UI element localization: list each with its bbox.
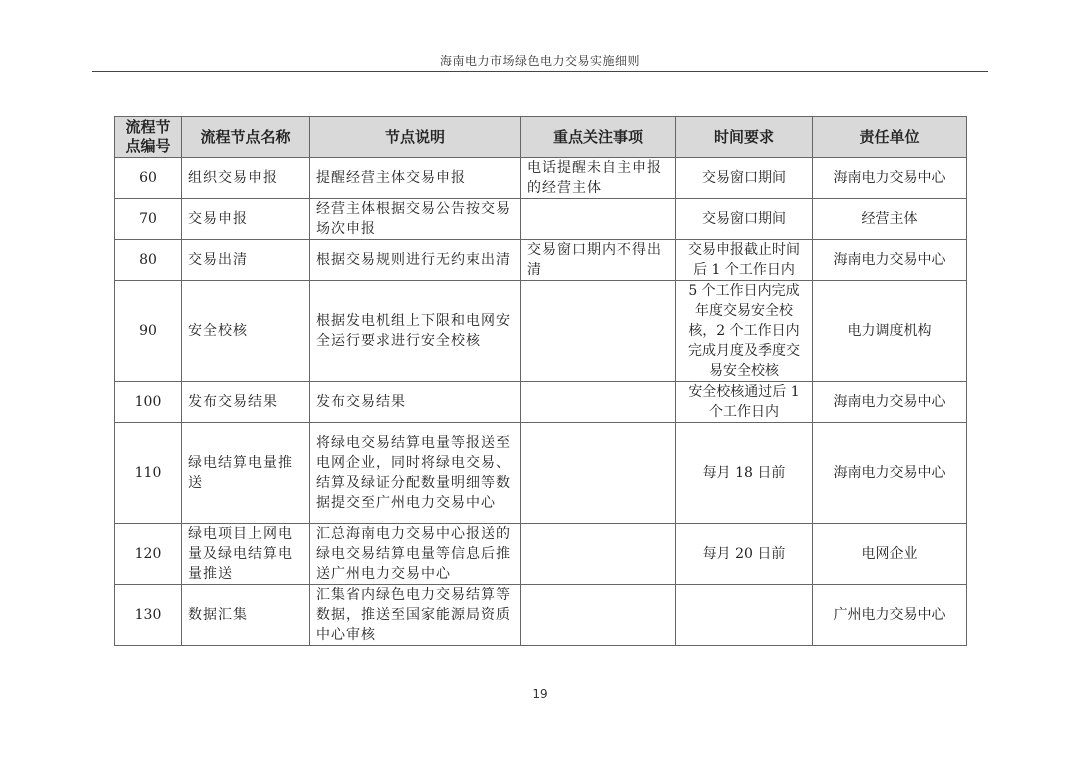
cell-time: 安全校核通过后 1 个工作日内 — [676, 382, 813, 423]
col-header-focus: 重点关注事项 — [521, 117, 676, 158]
cell-node-desc: 提醒经营主体交易申报 — [310, 158, 521, 199]
cell-focus — [521, 382, 676, 423]
cell-time — [676, 585, 813, 646]
cell-node-id: 130 — [115, 585, 182, 646]
cell-unit: 海南电力交易中心 — [813, 423, 967, 524]
cell-node-name: 组织交易申报 — [182, 158, 310, 199]
cell-node-name: 安全校核 — [182, 281, 310, 382]
cell-node-id: 110 — [115, 423, 182, 524]
cell-node-desc: 发布交易结果 — [310, 382, 521, 423]
cell-focus — [521, 423, 676, 524]
cell-unit: 广州电力交易中心 — [813, 585, 967, 646]
cell-time: 每月 20 日前 — [676, 524, 813, 585]
page-number: 19 — [532, 687, 548, 701]
cell-unit: 电力调度机构 — [813, 281, 967, 382]
col-header-node-name: 流程节点名称 — [182, 117, 310, 158]
cell-time: 5 个工作日内完成年度交易安全校核，2 个工作日内完成月度及季度交易安全校核 — [676, 281, 813, 382]
cell-focus — [521, 281, 676, 382]
cell-node-name: 绿电项目上网电量及绿电结算电量推送 — [182, 524, 310, 585]
cell-node-desc: 将绿电交易结算电量等报送至电网企业，同时将绿电交易、结算及绿证分配数量明细等数据提交至广州电力交易中心 — [310, 423, 521, 524]
cell-focus — [521, 585, 676, 646]
cell-focus: 交易窗口期内不得出清 — [521, 240, 676, 281]
col-header-node-desc: 节点说明 — [310, 117, 521, 158]
cell-time: 交易申报截止时间后 1 个工作日内 — [676, 240, 813, 281]
cell-node-id: 120 — [115, 524, 182, 585]
table-row — [115, 158, 967, 199]
table-row — [115, 199, 967, 240]
table-row — [115, 382, 967, 423]
table-row — [115, 585, 967, 646]
cell-node-desc: 经营主体根据交易公告按交易场次申报 — [310, 199, 521, 240]
cell-unit: 经营主体 — [813, 199, 967, 240]
cell-node-name: 数据汇集 — [182, 585, 310, 646]
cell-node-id: 60 — [115, 158, 182, 199]
col-header-unit: 责任单位 — [813, 117, 967, 158]
cell-node-name: 发布交易结果 — [182, 382, 310, 423]
cell-node-id: 80 — [115, 240, 182, 281]
cell-node-name: 绿电结算电量推送 — [182, 423, 310, 524]
cell-node-desc: 根据发电机组上下限和电网安全运行要求进行安全校核 — [310, 281, 521, 382]
cell-node-name: 交易申报 — [182, 199, 310, 240]
page-header-title: 海南电力市场绿色电力交易实施细则 — [439, 54, 640, 68]
table-header-row — [115, 117, 967, 158]
cell-time: 交易窗口期间 — [676, 199, 813, 240]
cell-node-desc: 汇集省内绿色电力交易结算等数据，推送至国家能源局资质中心审核 — [310, 585, 521, 646]
col-header-time: 时间要求 — [676, 117, 813, 158]
table-row — [115, 524, 967, 585]
cell-time: 交易窗口期间 — [676, 158, 813, 199]
process-table — [114, 116, 967, 646]
cell-focus: 电话提醒未自主申报的经营主体 — [521, 158, 676, 199]
cell-focus — [521, 524, 676, 585]
col-header-node-id: 流程节点编号 — [115, 117, 182, 158]
table-row — [115, 240, 967, 281]
cell-unit: 海南电力交易中心 — [813, 158, 967, 199]
cell-node-id: 90 — [115, 281, 182, 382]
cell-unit: 海南电力交易中心 — [813, 240, 967, 281]
cell-node-id: 100 — [115, 382, 182, 423]
cell-node-desc: 汇总海南电力交易中心报送的绿电交易结算电量等信息后推送广州电力交易中心 — [310, 524, 521, 585]
table-row — [115, 423, 967, 524]
cell-unit: 电网企业 — [813, 524, 967, 585]
table-row — [115, 281, 967, 382]
cell-node-id: 70 — [115, 199, 182, 240]
cell-node-desc: 根据交易规则进行无约束出清 — [310, 240, 521, 281]
cell-unit: 海南电力交易中心 — [813, 382, 967, 423]
cell-focus — [521, 199, 676, 240]
cell-time: 每月 18 日前 — [676, 423, 813, 524]
header-rule — [92, 71, 988, 72]
cell-node-name: 交易出清 — [182, 240, 310, 281]
